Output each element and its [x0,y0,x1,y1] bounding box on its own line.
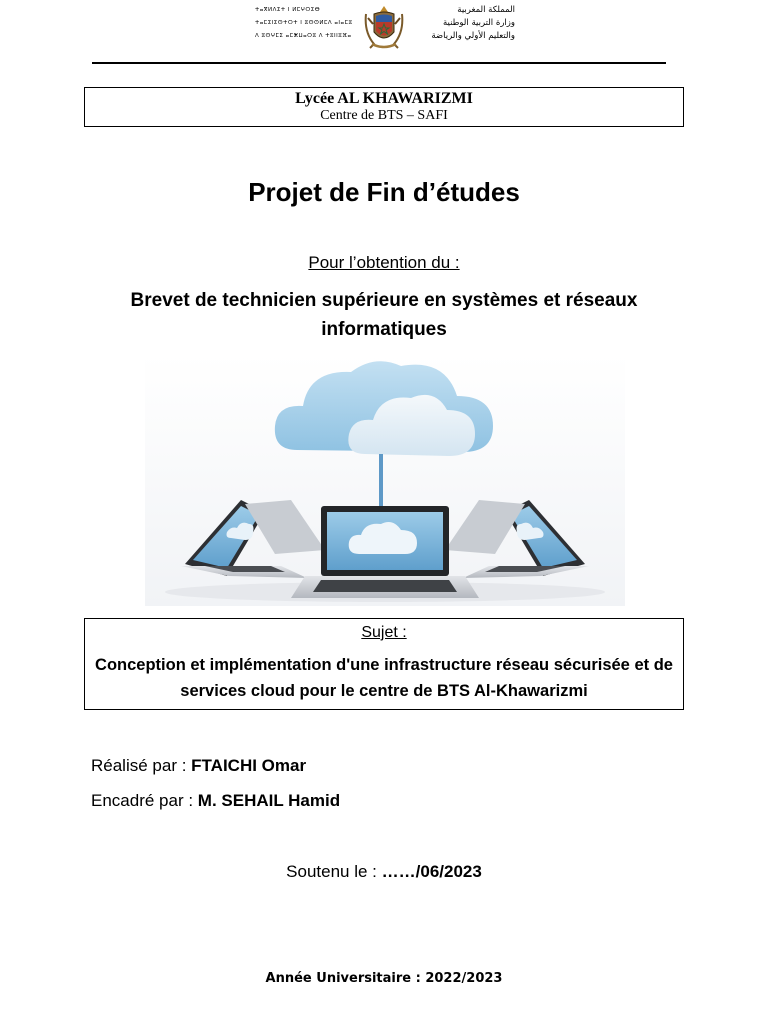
tifinagh-line-3: ⴷ ⵓⵙⵖⵎⵉ ⴰⵎⵥⵡⴰⵔⵓ ⴷ ⵜⵓⵏⵏⵓⴼⴰ [255,33,352,39]
tifinagh-line-2: ⵜⴰⵎⵉⵏⵉⵙⵜⵔⵜ ⵏ ⵓⵙⵙⵍⵎⴷ ⴰⵏⴰⵎⵓ [255,20,353,26]
page-title: Projet de Fin d’études [248,177,520,207]
arabic-line-2: وزارة التربية الوطنية [442,18,515,28]
subject-text: Conception et implémentation d'une infrastructure réseau sécurisée et de services cloud pour le centre de BTS Al-Khawarizmi [95,656,673,700]
arabic-ministry-name [411,4,515,43]
subject-box [84,618,684,710]
obtention-label [0,251,768,275]
subject-label-text: Sujet : [361,624,407,641]
tifinagh-line-1: ⵜⴰⴳⵍⴷⵉⵜ ⵏ ⵍⵎⵖⵔⵉⴱ [255,7,321,13]
diploma-name: Brevet de technicien supérieure en systèmes et réseaux informatiques [130,290,638,340]
obtention-text: Pour l’obtention du : [308,253,460,272]
realise-line [91,754,306,778]
soutenu-line [0,860,768,884]
encadre-value: M. SEHAIL Hamid [197,791,341,810]
cloud-network-laptops-icon [145,354,625,606]
subject-label [85,622,683,644]
realise-label: Réalisé par : [91,756,192,775]
school-subtitle: Centre de BTS – SAFI [320,108,448,123]
academic-year: Année Universitaire : 2022/2023 [265,971,503,986]
tifinagh-ministry-name [255,4,351,43]
soutenu-value: ……/06/2023 [381,862,482,881]
encadre-line [91,789,340,813]
moroccan-coat-of-arms-icon [360,4,408,52]
arabic-line-1: المملكة المغربية [457,5,515,15]
encadre-label: Encadré par : [91,791,198,810]
soutenu-label: Soutenu le : [286,862,382,881]
school-box [84,87,684,127]
school-name: Lycée AL KHAWARIZMI [295,90,473,107]
ministry-header [255,4,515,52]
arabic-line-3: والتعليم الأولي والرياضة [431,31,515,41]
realise-value: FTAICHI Omar [191,756,307,775]
header-divider [92,62,666,64]
